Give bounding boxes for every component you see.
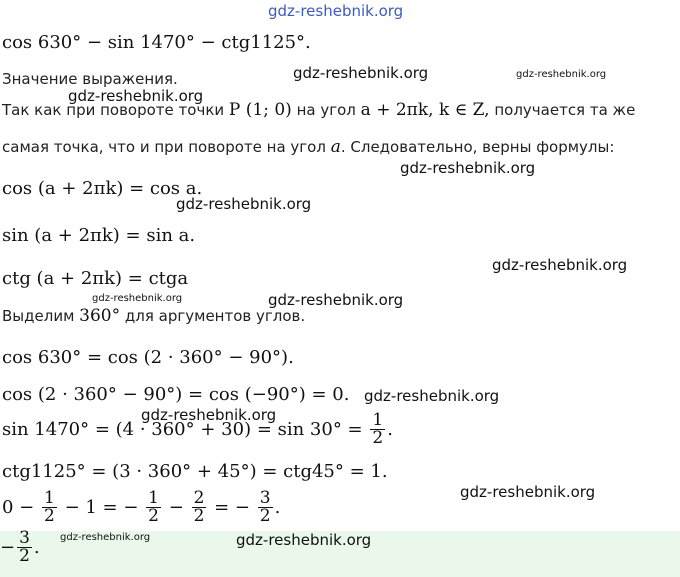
fraction-numerator: 3: [259, 488, 271, 508]
watermark: gdz-reshebnik.org: [92, 293, 183, 304]
rotation-text-b: на угол: [296, 101, 356, 119]
watermark: gdz-reshebnik.org: [236, 531, 372, 549]
watermark: gdz-reshebnik.org: [141, 406, 277, 424]
fraction-denominator: 2: [259, 506, 271, 526]
watermark: gdz-reshebnik.org: [492, 256, 628, 274]
fraction-numerator: 1: [148, 488, 159, 508]
fraction-numerator: 3: [19, 528, 30, 548]
rotation-point: P (1; 0): [228, 100, 292, 120]
rotation-var: a: [330, 137, 341, 157]
answer-sign: −: [0, 537, 16, 558]
step-1: cos 630° = cos (2 · 360° − 90°).: [2, 347, 294, 368]
fraction-numerator: 1: [372, 410, 384, 430]
answer: [0, 530, 40, 565]
fraction-numerator: 2: [193, 488, 205, 508]
watermark: gdz-reshebnik.org: [400, 159, 536, 177]
step-5-d: = −: [214, 497, 251, 518]
problem-expression: cos 630° − sin 1470° − ctg1125°.: [2, 32, 311, 53]
step-5-end: .: [274, 497, 281, 518]
step-4: ctg1125° = (3 · 360° + 45°) = ctg45° = 1.: [2, 461, 388, 482]
step-5-fraction-3: [192, 490, 207, 525]
rotation-angle: a + 2πk, k ∈ Z,: [360, 100, 490, 120]
step-3-fraction: [370, 412, 385, 447]
fraction-denominator: 2: [193, 506, 205, 526]
rotation-line-1: [2, 100, 635, 120]
select-text-b: для аргументов углов.: [124, 307, 306, 325]
formula-cos: cos (a + 2πk) = cos a.: [2, 178, 203, 199]
watermark: gdz-reshebnik.org: [364, 387, 500, 405]
intro-text: Значение выражения.: [2, 70, 178, 88]
fraction-numerator: 1: [44, 488, 55, 508]
watermark: gdz-reshebnik.org: [268, 291, 404, 309]
formula-ctg: ctg (a + 2πk) = ctga: [2, 268, 189, 289]
select-text-a: Выделим: [2, 307, 75, 325]
watermark: gdz-reshebnik.org: [68, 87, 204, 105]
select-line: [2, 306, 305, 326]
step-3: [2, 412, 393, 447]
step-5-b: − 1 = −: [64, 497, 139, 518]
step-5-fraction-4: [258, 490, 273, 525]
step-3-lhs: sin 1470° = (4 · 360° + 30) = sin 30° =: [2, 419, 363, 440]
step-5-a: 0 −: [2, 497, 35, 518]
rotation-line2-a: самая точка, что и при повороте на угол: [2, 138, 326, 156]
formula-sin: sin (a + 2πk) = sin a.: [2, 225, 196, 246]
watermark: gdz-reshebnik.org: [176, 195, 312, 213]
fraction-denominator: 2: [44, 506, 55, 526]
fraction-denominator: 2: [19, 546, 30, 566]
fraction-denominator: 2: [148, 506, 159, 526]
step-5-fraction-1: [42, 490, 57, 525]
step-5: [2, 490, 280, 525]
watermark: gdz-reshebnik.org: [516, 69, 607, 80]
select-value: 360°: [79, 306, 121, 326]
rotation-line-2: [2, 137, 614, 157]
answer-end: .: [33, 537, 40, 558]
rotation-text-c: получается та же: [494, 101, 636, 119]
rotation-text-a: Так как при повороте точки: [2, 101, 225, 119]
rotation-line2-b: . Следовательно, верны формулы:: [340, 138, 615, 156]
watermark: gdz-reshebnik.org: [60, 532, 151, 543]
watermark: gdz-reshebnik.org: [293, 64, 429, 82]
step-5-c: −: [168, 497, 184, 518]
step-3-end: .: [387, 419, 393, 440]
watermark: gdz-reshebnik.org: [460, 483, 596, 501]
step-5-fraction-2: [146, 490, 161, 525]
fraction-denominator: 2: [372, 428, 384, 448]
watermark-top: gdz-reshebnik.org: [268, 2, 404, 20]
answer-fraction: [17, 530, 32, 565]
step-2: cos (2 · 360° − 90°) = cos (−90°) = 0.: [2, 384, 350, 405]
